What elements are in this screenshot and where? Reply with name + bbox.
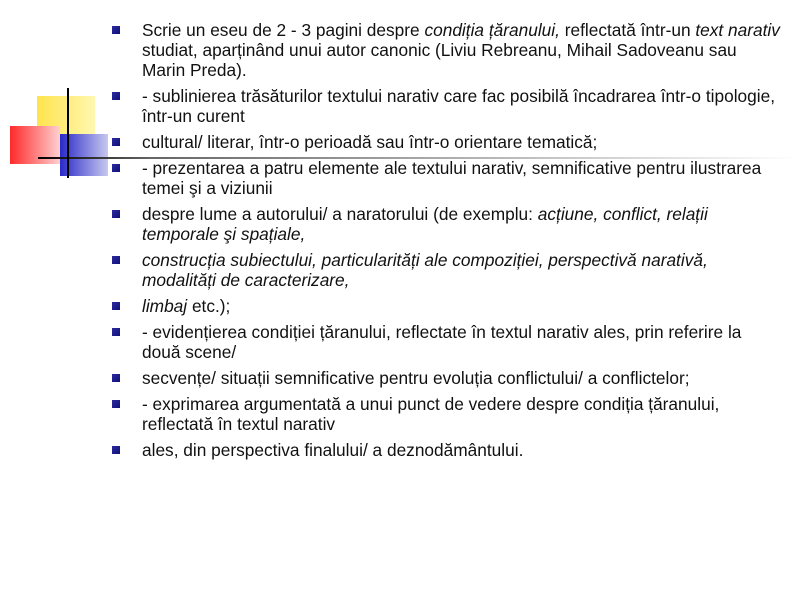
vertical-rule [67,88,69,178]
bullet-item [112,132,782,152]
square-bullet-icon [112,446,120,454]
bullet-text: cultural/ literar, într-o perioadă sau într-o orientare tematică; [142,132,598,152]
italic-text: construcția subiectului, particularități ale compoziției, perspectivă narativă, modalități de caracterizare, [142,250,708,290]
italic-text: limbaj [142,296,188,316]
bullet-text: - evidențierea condiției țăranului, reflectate în textul narativ ales, prin referire la două scene/ [142,322,742,362]
bullet-text: despre lume a autorului/ a naratorului (de exemplu: [142,204,538,224]
square-bullet-icon [112,302,120,310]
bullet-text: - prezentarea a patru elemente ale textului narativ, semnificative pentru ilustrarea temei şi a viziunii [142,158,762,198]
bullet-item [112,440,782,460]
italic-text: text narativ [695,20,780,40]
bullet-item [112,394,782,434]
square-bullet-icon [112,164,120,172]
square-bullet-icon [112,256,120,264]
bullet-text: reflectată într-un [559,20,696,40]
bullet-text: studiat, aparținând unui autor canonic (Liviu Rebreanu, Mihail Sadoveanu sau Marin Preda). [142,40,737,80]
bullet-item [112,158,782,198]
bullet-item [112,20,782,80]
bullet-text: secvențe/ situații semnificative pentru evoluția conflictului/ a conflictelor; [142,368,690,388]
square-bullet-icon [112,138,120,146]
bullet-item [112,250,782,290]
italic-text: acțiune, conflict, relații temporale şi spațiale, [142,204,708,244]
bullet-item [112,368,782,388]
bullet-item [112,322,782,362]
square-bullet-icon [112,210,120,218]
bullet-item [112,86,782,126]
square-bullet-icon [112,400,120,408]
italic-text: condiția țăranului, [424,20,560,40]
bullet-text: - exprimarea argumentată a unui punct de vedere despre condiția țăranului, reflectată în textul narativ [142,394,720,434]
square-bullet-icon [112,26,120,34]
slide-content [112,20,782,466]
bullet-text: etc.); [187,296,231,316]
bullet-item [112,204,782,244]
bullet-list [112,20,782,460]
bullet-text: ales, din perspectiva finalului/ a deznodământului. [142,440,524,460]
bullet-text: Scrie un eseu de 2 - 3 pagini despre [142,20,425,40]
square-bullet-icon [112,374,120,382]
square-bullet-icon [112,328,120,336]
square-bullet-icon [112,92,120,100]
bullet-text: - sublinierea trăsăturilor textului narativ care fac posibilă încadrarea într-o tipologie, într-un curent [142,86,776,126]
bullet-item [112,296,782,316]
